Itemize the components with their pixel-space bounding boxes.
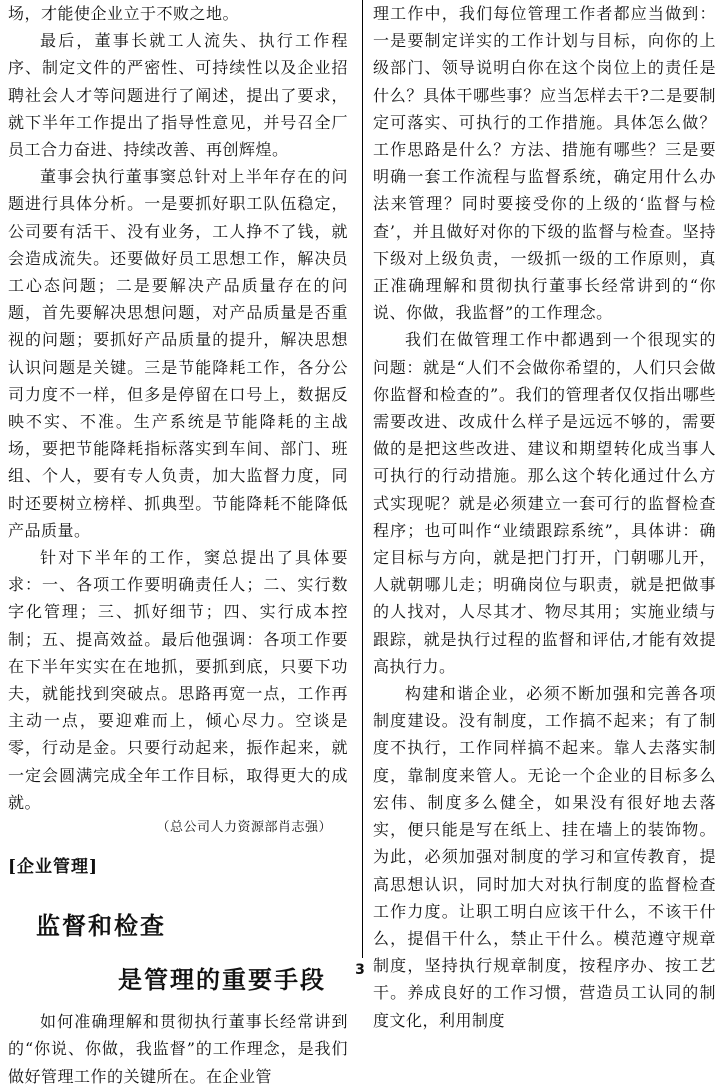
- paragraph-continued: 场，才能使企业立于不败之地。: [8, 4, 240, 23]
- column-divider: [362, 0, 363, 958]
- section-tag: [企业管理]: [8, 857, 99, 878]
- paragraph-article-intro: 如何准确理解和贯彻执行董事长经常讲到的“你说、你做，我监督”的工作理念，是我们做好管理工作的关键所在。在企业管: [8, 1012, 348, 1086]
- paragraph-problem-analysis: 董事会执行董事窦总针对上半年存在的问题进行具体分析。一是要抓好职工队伍稳定，公司要有活干、没有业务，工人挣不了钱，就会造成流失。还要做好员工思想工作，解决员工心态问题；二是要解决产品质量存在的问题，首先要解决思想问题，对产品质量是否重视的问题；要抓好产品质量的提升，解决思想认识问题是关键。三是节能降耗工作，各分公司力度不一样，但多是停留在口号上，数据反映不实、不准。生产系统是节能降耗的主战场，要把节能降耗指标落实到车间、部门、班组、个人，要有专人负责，加大监督力度，同时还要树立榜样、抓典型。节能降耗不能降低产品质量。: [8, 167, 348, 540]
- article-headline-line1: 监督和检查: [36, 912, 166, 941]
- right-column: [373, 0, 716, 1034]
- left-column: [8, 0, 348, 1090]
- paragraph-harmonious-enterprise: 构建和谐企业，必须不断加强和完善各项制度建设。没有制度，工作搞不起来；有了制度不执行，工作同样搞不起来。靠人去落实制度，靠制度来管人。无论一个企业的目标多么宏伟、制度多么健全，如果没有很好地去落实，便只能是写在纸上、挂在墙上的装饰物。为此，必须加强对制度的学习和宣传教育，提高思想认识，同时加大对执行制度的监督检查工作力度。让职工明白应该干什么，不该干什么，提倡干什么，禁止干什么。模范遵守规章制度，坚持执行规章制度，按程序办、按工艺干。养成良好的工作习惯，营造员工认同的制度文化，利用制度: [373, 684, 716, 1030]
- page-number: 3: [355, 962, 365, 978]
- paragraph-second-half-requirements: 针对下半年的工作，窦总提出了具体要求：一、各项工作要明确责任人；二、实行数字化管理；三、抓好细节；四、实行成本控制；五、提高效益。最后他强调：各项工作要在下半年实实在在地抓，要抓到底，只要下功夫，就能找到突破点。思路再宽一点，工作再主动一点，要迎难而上，倾心尽力。空谈是零，行动是金。只要行动起来，振作起来，就一定会圆满完成全年工作目标，取得更大的成就。: [8, 548, 348, 812]
- paragraph-chairman-summary: 最后，董事长就工人流失、执行工作程序、制定文件的严密性、可持续性以及企业招聘社会人才等问题进行了阐述，提出了要求，就下半年工作提出了指导性意见，并号召全厂员工合力奋进、持续改善、再创辉煌。: [8, 31, 348, 160]
- paragraph-continued-right: 理工作中，我们每位管理工作者都应当做到：一是要制定详实的工作计划与目标，向你的上级部门、领导说明白你在这个岗位上的责任是什么？具体干哪些事？应当怎样去干?二是要制定可落实、可执行的工作措施。具体怎么做？工作思路是什么？方法、措施有哪些？三是要明确一套工作流程与监督系统，确定用什么办法来管理？同时要接受你的上级的‘监督与检查’，并且做好对你的下级的监督与检查。坚持下级对上级负责，一级抓一级的工作原则，真正准确理解和贯彻执行董事长经常讲到的“你说、你做，我监督”的工作理念。: [373, 4, 716, 323]
- paragraph-practical-problem: 我们在做管理工作中都遇到一个很现实的问题：就是“人们不会做你希望的，人们只会做你监督和检查的”。我们的管理者仅仅指出哪些需要改进、改成什么样子是远远不够的，需要做的是把这些改进、建议和期望转化成当事人可执行的行动措施。那么这个转化通过什么方式实现呢？就是必须建立一套可行的监督检查程序；也可叫作“业绩跟踪系统”，具体讲：确定目标与方向，就是把门打开，门朝哪儿开，人就朝哪儿走；明确岗位与职责，就是把做事的人找对，人尽其才、物尽其用；实施业绩与跟踪，就是执行过程的监督和评估,才能有效提高执行力。: [373, 330, 716, 676]
- article-byline: （总公司人力资源部肖志强）: [156, 820, 332, 836]
- article-headline-line2: 是管理的重要手段: [118, 966, 326, 995]
